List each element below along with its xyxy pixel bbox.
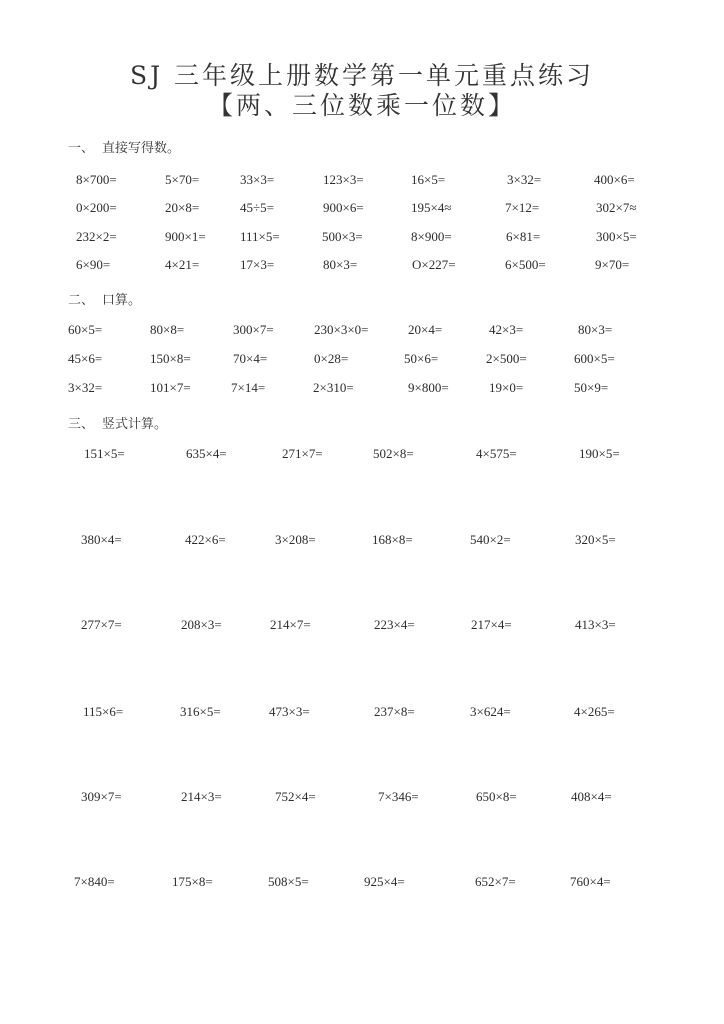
problem: 6×81= [506, 229, 541, 244]
problem: 45÷5= [240, 200, 274, 215]
problem: 0×28= [314, 351, 349, 366]
problem: 80×8= [150, 322, 185, 337]
problem: 20×4= [408, 322, 443, 337]
section-3-title: 竖式计算。 [102, 417, 168, 432]
problem: 115×6= [83, 704, 124, 719]
problem: 600×5= [574, 351, 615, 366]
problem: 50×9= [574, 380, 609, 395]
problem: 4×265= [574, 704, 615, 719]
problem: 652×7= [475, 874, 516, 889]
problem: 6×90= [76, 257, 111, 272]
problem: 50×6= [404, 351, 439, 366]
problem: 45×6= [68, 351, 103, 366]
problem: 9×70= [595, 257, 630, 272]
worksheet-subtitle: 【两、三位数乘一位数】 [207, 91, 516, 120]
problem: 4×21= [165, 257, 200, 272]
section-3-heading [68, 413, 167, 432]
problem: 208×3= [181, 617, 222, 632]
problem: 101×7= [150, 380, 191, 395]
problem: 42×3= [489, 322, 524, 337]
problem: 16×5= [411, 172, 446, 187]
problem: 635×4= [186, 446, 227, 461]
problem: 3×208= [275, 532, 316, 547]
problem: 33×3= [240, 172, 275, 187]
worksheet-title: SJ 三年级上册数学第一单元重点练习 [129, 61, 595, 90]
problem: 5×70= [165, 172, 200, 187]
problem: 277×7= [81, 617, 122, 632]
problem: 302×7≈ [596, 200, 637, 215]
problem: 7×12= [505, 200, 540, 215]
problem: 150×8= [150, 351, 191, 366]
problem: 217×4= [471, 617, 512, 632]
problem: 151×5= [84, 446, 125, 461]
problem: 422×6= [185, 532, 226, 547]
problem: 80×3= [323, 257, 358, 272]
problem: 4×575= [476, 446, 517, 461]
problem: 760×4= [570, 874, 611, 889]
problem: O×227= [412, 257, 456, 272]
problem: 508×5= [268, 874, 309, 889]
problem: 70×4= [233, 351, 268, 366]
problem: 3×32= [507, 172, 542, 187]
problem: 168×8= [372, 532, 413, 547]
problem: 900×6= [323, 200, 364, 215]
problem: 223×4= [374, 617, 415, 632]
problem: 232×2= [76, 229, 117, 244]
problem: 80×3= [578, 322, 613, 337]
problem: 123×3= [323, 172, 364, 187]
problem: 413×3= [575, 617, 616, 632]
problem: 408×4= [571, 789, 612, 804]
problem: 320×5= [575, 532, 616, 547]
problem: 309×7= [81, 789, 122, 804]
section-3-number: 三、 [68, 417, 95, 432]
problem: 237×8= [374, 704, 415, 719]
problem: 400×6= [594, 172, 635, 187]
problem: 60×5= [68, 322, 103, 337]
problem: 540×2= [470, 532, 511, 547]
problem: 900×1= [165, 229, 206, 244]
problem: 2×310= [313, 380, 354, 395]
problem: 230×3×0= [314, 322, 369, 337]
section-2-heading [68, 289, 141, 308]
problem: 111×5= [240, 229, 280, 244]
problem: 925×4= [364, 874, 405, 889]
problem: 20×8= [165, 200, 200, 215]
problem: 8×700= [76, 172, 117, 187]
problem: 214×3= [181, 789, 222, 804]
section-2-title: 口算。 [102, 293, 142, 308]
problem: 8×900= [411, 229, 452, 244]
problem: 300×7= [233, 322, 274, 337]
problem: 473×3= [269, 704, 310, 719]
problem: 0×200= [76, 200, 117, 215]
problem: 7×840= [74, 874, 115, 889]
problem: 9×800= [408, 380, 449, 395]
problem: 17×3= [240, 257, 275, 272]
problem: 316×5= [180, 704, 221, 719]
problem: 271×7= [282, 446, 323, 461]
section-1-heading [68, 137, 180, 156]
problem: 752×4= [275, 789, 316, 804]
problem: 7×346= [378, 789, 419, 804]
problem: 190×5= [579, 446, 620, 461]
problem: 6×500= [505, 257, 546, 272]
problem: 195×4≈ [411, 200, 452, 215]
problem: 650×8= [476, 789, 517, 804]
problem: 3×624= [470, 704, 511, 719]
problem: 300×5= [596, 229, 637, 244]
problem: 175×8= [172, 874, 213, 889]
section-2-number: 二、 [68, 293, 95, 308]
section-1-number: 一、 [68, 141, 95, 156]
problem: 3×32= [68, 380, 103, 395]
problem: 502×8= [373, 446, 414, 461]
problem: 7×14= [231, 380, 266, 395]
problem: 214×7= [270, 617, 311, 632]
problem: 500×3= [322, 229, 363, 244]
problem: 19×0= [489, 380, 524, 395]
problem: 2×500= [486, 351, 527, 366]
problem: 380×4= [81, 532, 122, 547]
section-1-title: 直接写得数。 [102, 141, 181, 156]
